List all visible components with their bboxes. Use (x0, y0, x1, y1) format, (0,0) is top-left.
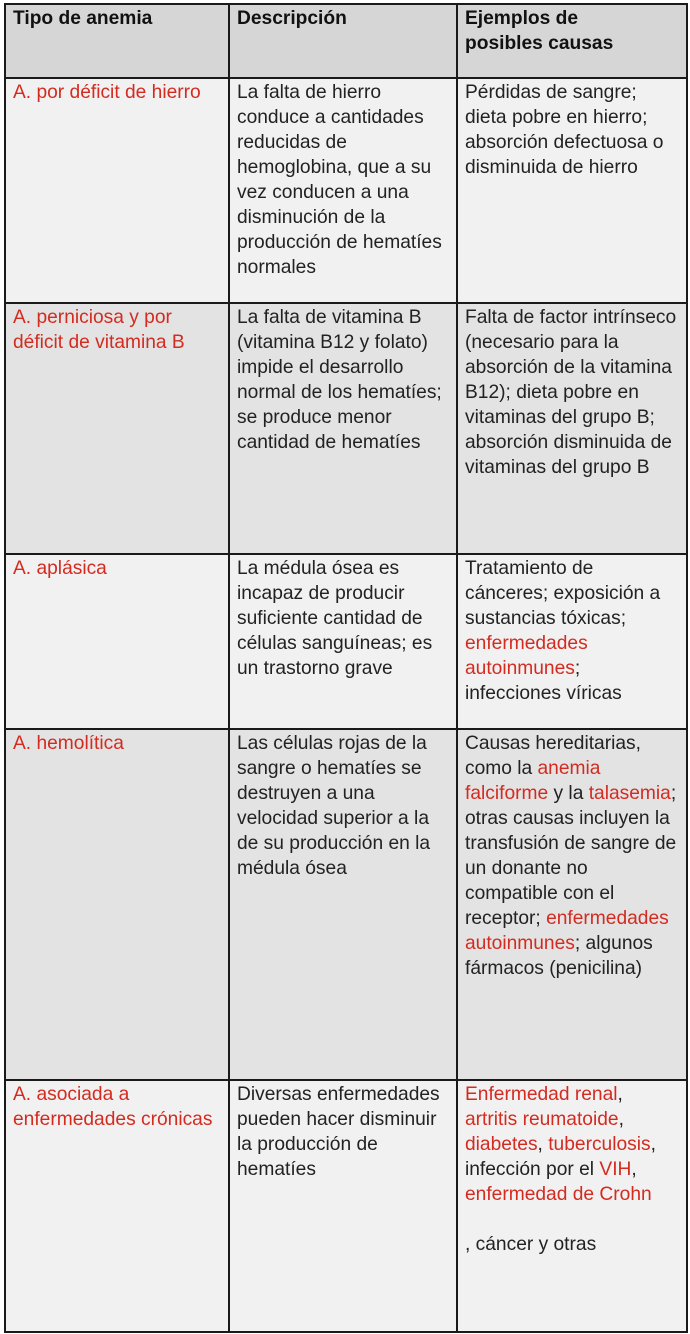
cause-link[interactable]: enfermedades autoinmunes (465, 633, 588, 679)
cell-type (5, 303, 229, 554)
cell-causes: Falta de factor intrínseco (necesario para la absorción de la vitamina B12); dieta pobre en vitaminas del grupo B; absorción disminuida de vitaminas del grupo B (457, 303, 687, 554)
table-row (5, 1080, 687, 1332)
cell-description: La médula ósea es incapaz de producir suficiente cantidad de células sanguíneas; es un trastorno grave (229, 554, 457, 729)
table-row (5, 729, 687, 1080)
cell-type (5, 1080, 229, 1332)
cell-causes: Causas hereditarias, como la anemia falciforme y la talasemia; otras causas incluyen la transfusión de sangre de un donante no compatible con el receptor; enfermedades autoinmunes; algunos fármacos (penicilina) (457, 729, 687, 1080)
spacer (465, 1207, 680, 1232)
table-header-row (5, 4, 687, 78)
cell-type (5, 729, 229, 1080)
anemia-type-link[interactable]: A. por déficit de hierro (13, 82, 201, 103)
cause-link[interactable]: enfermedades autoinmunes (465, 908, 669, 954)
table-row (5, 78, 687, 303)
cell-description: La falta de hierro conduce a cantidades reducidas de hemoglobina, que a su vez conducen a una disminución de la producción de hematíes normales (229, 78, 457, 303)
table-row (5, 554, 687, 729)
cause-link[interactable]: enfermedad de Crohn (465, 1184, 652, 1205)
cell-causes: Enfermedad renal, artritis reumatoide, diabetes, tuberculosis, infección por el VIH, enfermedad de Crohn , cáncer y otras (457, 1080, 687, 1332)
anemia-type-link[interactable]: A. hemolítica (13, 733, 124, 754)
cell-description: La falta de vitamina B (vitamina B12 y folato) impide el desarrollo normal de los hematíes; se produce menor cantidad de hematíes (229, 303, 457, 554)
cell-causes: Pérdidas de sangre; dieta pobre en hierro; absorción defectuosa o disminuida de hierro (457, 78, 687, 303)
table-row (5, 303, 687, 554)
cell-description: Las células rojas de la sangre o hematíes se destruyen a una velocidad superior a la de su producción en la médula ósea (229, 729, 457, 1080)
cause-link[interactable]: artritis reumatoide (465, 1109, 619, 1130)
cause-link[interactable]: diabetes (465, 1134, 538, 1155)
anemia-type-link[interactable]: A. asociada a enfermedades crónicas (13, 1084, 213, 1130)
cause-link[interactable]: tuberculosis (548, 1134, 651, 1155)
anemia-type-link[interactable]: A. aplásica (13, 558, 107, 579)
cause-link[interactable]: VIH (599, 1159, 632, 1180)
cause-link[interactable]: talasemia (588, 783, 671, 804)
cell-type (5, 554, 229, 729)
header-description: Descripción (229, 4, 457, 78)
cause-link[interactable]: Enfermedad renal (465, 1084, 618, 1105)
anemia-table (4, 3, 688, 1333)
cell-causes: Tratamiento de cánceres; exposición a sustancias tóxicas; enfermedades autoinmunes; infecciones víricas (457, 554, 687, 729)
header-type: Tipo de anemia (5, 4, 229, 78)
cell-type (5, 78, 229, 303)
cause-link[interactable]: anemia falciforme (465, 758, 601, 804)
header-causes: Ejemplos de posibles causas (457, 4, 687, 78)
anemia-type-link[interactable]: A. perniciosa y por déficit de vitamina B (13, 307, 185, 353)
cell-description: Diversas enfermedades pueden hacer disminuir la producción de hematíes (229, 1080, 457, 1332)
